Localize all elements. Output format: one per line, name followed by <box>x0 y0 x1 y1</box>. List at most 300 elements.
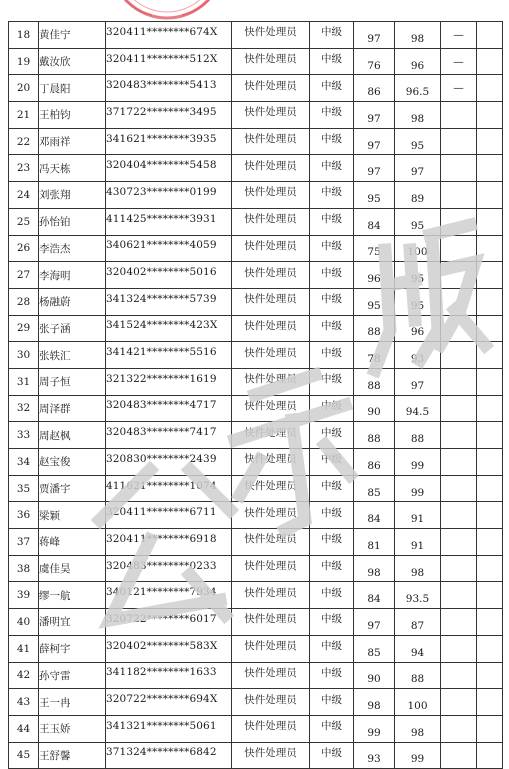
table-row <box>9 689 503 716</box>
id-number-text: 320402********5016 <box>106 266 217 279</box>
row-number <box>9 155 39 182</box>
job-title-text: 快件处理员 <box>244 346 297 359</box>
row-number-text: 22 <box>16 135 31 148</box>
level-text: 中级 <box>321 746 342 759</box>
blank-cell <box>477 75 503 102</box>
job-title-text: 快件处理员 <box>244 399 297 412</box>
score-theory <box>354 368 395 395</box>
row-number <box>9 75 39 102</box>
id-number-text: 411621********1074 <box>106 479 217 492</box>
id-number-text: 341524********423X <box>106 319 218 332</box>
score-theory-text: 98 <box>367 700 381 713</box>
level <box>310 75 354 102</box>
job-title-text: 快件处理员 <box>244 586 297 599</box>
job-title <box>232 742 310 769</box>
id-number-text: 340621********4059 <box>106 239 217 252</box>
id-number-text: 341421********5516 <box>106 346 217 359</box>
id-number <box>106 582 232 609</box>
job-title-text: 快件处理员 <box>244 239 297 252</box>
id-number-text: 341321********5061 <box>106 719 217 732</box>
remark-text: — <box>453 82 464 95</box>
candidate-name-text: 周赵枫 <box>39 429 71 442</box>
row-number <box>9 395 39 422</box>
score-practice <box>395 555 441 582</box>
blank-cell <box>477 475 503 502</box>
row-number-text: 19 <box>16 55 31 68</box>
row-number <box>9 582 39 609</box>
id-number <box>106 22 232 49</box>
score-practice-text: 97 <box>410 379 425 392</box>
row-number-text: 24 <box>16 188 31 201</box>
row-number <box>9 555 39 582</box>
level <box>310 128 354 155</box>
score-practice <box>395 635 441 662</box>
candidate-name <box>39 48 106 75</box>
level-text: 中级 <box>321 346 342 359</box>
level-text: 中级 <box>321 266 342 279</box>
score-theory <box>354 689 395 716</box>
blank-cell <box>477 155 503 182</box>
candidate-name-text: 王玉娇 <box>39 723 71 736</box>
job-title <box>232 75 310 102</box>
job-title <box>232 342 310 369</box>
candidate-name-text: 周子恒 <box>39 376 71 389</box>
level <box>310 342 354 369</box>
job-title-text: 快件处理员 <box>244 426 297 439</box>
job-title <box>232 395 310 422</box>
table-row <box>9 315 503 342</box>
score-theory-text: 84 <box>367 593 381 606</box>
id-number <box>106 288 232 315</box>
level <box>310 368 354 395</box>
candidate-name <box>39 75 106 102</box>
job-title-text: 快件处理员 <box>244 720 297 733</box>
job-title <box>232 662 310 689</box>
score-theory <box>354 262 395 289</box>
job-title <box>232 449 310 476</box>
id-number-text: 411425********3931 <box>106 212 217 225</box>
score-practice-text: 98 <box>410 566 425 579</box>
level-text: 中级 <box>321 213 342 226</box>
score-practice <box>395 315 441 342</box>
candidate-name-text: 杨融蔚 <box>39 296 71 309</box>
blank-cell <box>477 128 503 155</box>
score-theory <box>354 315 395 342</box>
row-number <box>9 182 39 209</box>
job-title <box>232 182 310 209</box>
score-theory-text: 90 <box>367 406 381 419</box>
score-practice-text: 96.5 <box>405 86 430 99</box>
score-theory-text: 85 <box>367 646 381 659</box>
level-text: 中级 <box>321 159 342 172</box>
job-title-text: 快件处理员 <box>244 533 297 546</box>
job-title <box>232 208 310 235</box>
candidate-name <box>39 155 106 182</box>
score-practice-text: 99 <box>410 486 425 499</box>
score-practice <box>395 155 441 182</box>
id-number-text: 321322********1619 <box>106 372 217 385</box>
score-theory-text: 97 <box>367 619 381 632</box>
level-text: 中级 <box>321 79 342 92</box>
score-theory <box>354 475 395 502</box>
blank-cell <box>477 182 503 209</box>
score-practice <box>395 22 441 49</box>
blank-cell <box>477 22 503 49</box>
level <box>310 742 354 769</box>
table-row <box>9 342 503 369</box>
row-number <box>9 475 39 502</box>
score-theory-text: 95 <box>367 299 381 312</box>
level <box>310 582 354 609</box>
candidate-name <box>39 715 106 742</box>
id-number-text: 320404********5458 <box>106 159 217 172</box>
job-title <box>232 128 310 155</box>
candidate-name <box>39 368 106 395</box>
row-number-text: 23 <box>16 162 31 175</box>
score-theory-text: 86 <box>367 459 381 472</box>
id-number <box>106 128 232 155</box>
candidate-name <box>39 662 106 689</box>
row-number-text: 37 <box>16 535 31 548</box>
score-practice <box>395 288 441 315</box>
candidate-name <box>39 342 106 369</box>
job-title <box>232 368 310 395</box>
score-theory <box>354 662 395 689</box>
job-title <box>232 609 310 636</box>
candidate-name <box>39 742 106 769</box>
candidate-name-text: 冯天栋 <box>39 162 71 175</box>
id-number-text: 320411********674X <box>106 25 218 38</box>
row-number <box>9 315 39 342</box>
id-number <box>106 155 232 182</box>
score-practice <box>395 102 441 129</box>
row-number <box>9 449 39 476</box>
score-practice <box>395 715 441 742</box>
score-theory-text: 85 <box>367 486 381 499</box>
id-number <box>106 48 232 75</box>
candidate-name-text: 丁晨阳 <box>39 82 71 95</box>
blank-cell <box>477 529 503 556</box>
row-number-text: 28 <box>16 295 31 308</box>
table-row <box>9 155 503 182</box>
row-number-text: 45 <box>16 749 31 762</box>
score-theory <box>354 75 395 102</box>
candidate-name <box>39 555 106 582</box>
table-row <box>9 128 503 155</box>
remark <box>441 715 477 742</box>
remark <box>441 288 477 315</box>
blank-cell <box>477 715 503 742</box>
job-title-text: 快件处理员 <box>244 26 297 39</box>
blank-cell <box>477 315 503 342</box>
id-number <box>106 368 232 395</box>
remark <box>441 582 477 609</box>
blank-cell <box>477 208 503 235</box>
remark <box>441 662 477 689</box>
score-practice <box>395 502 441 529</box>
id-number-text: 340121********7934 <box>106 586 217 599</box>
job-title-text: 快件处理员 <box>244 79 297 92</box>
table-row <box>9 555 503 582</box>
score-practice <box>395 342 441 369</box>
id-number <box>106 182 232 209</box>
job-title <box>232 48 310 75</box>
level-text: 中级 <box>321 186 342 199</box>
score-practice-text: 95 <box>410 299 425 312</box>
row-number <box>9 48 39 75</box>
id-number <box>106 529 232 556</box>
score-practice-text: 100 <box>407 246 428 259</box>
candidate-name <box>39 529 106 556</box>
remark <box>441 315 477 342</box>
level-text: 中级 <box>321 399 342 412</box>
row-number-text: 20 <box>16 82 31 95</box>
job-title-text: 快件处理员 <box>244 506 297 519</box>
candidate-name-text: 贾潘宇 <box>39 483 71 496</box>
id-number <box>106 502 232 529</box>
row-number <box>9 635 39 662</box>
job-title-text: 快件处理员 <box>244 293 297 306</box>
id-number-text: 320483********5413 <box>106 79 217 92</box>
table-row <box>9 395 503 422</box>
blank-cell <box>477 449 503 476</box>
candidate-name <box>39 235 106 262</box>
id-number <box>106 208 232 235</box>
score-theory-text: 84 <box>367 513 381 526</box>
table-row <box>9 288 503 315</box>
table-row <box>9 449 503 476</box>
level <box>310 555 354 582</box>
table-row <box>9 662 503 689</box>
job-title-text: 快件处理员 <box>244 693 297 706</box>
score-theory-text: 99 <box>367 726 381 739</box>
candidate-name-text: 蒋峰 <box>39 536 60 549</box>
job-title <box>232 22 310 49</box>
remark <box>441 529 477 556</box>
score-theory-text: 93 <box>367 753 381 766</box>
job-title-text: 快件处理员 <box>244 640 297 653</box>
score-theory <box>354 582 395 609</box>
id-number-text: 371324********6842 <box>106 746 217 759</box>
id-number-text: 320411********6711 <box>106 506 217 519</box>
row-number-text: 41 <box>16 642 31 655</box>
level <box>310 529 354 556</box>
score-theory-text: 75 <box>367 246 381 259</box>
blank-cell <box>477 555 503 582</box>
blank-cell <box>477 502 503 529</box>
score-theory <box>354 22 395 49</box>
score-practice-text: 95 <box>410 139 425 152</box>
score-theory <box>354 288 395 315</box>
score-theory-text: 88 <box>367 326 381 339</box>
remark-text: — <box>453 55 464 68</box>
id-number <box>106 609 232 636</box>
candidate-name-text: 黄佳宁 <box>39 29 71 42</box>
id-number-text: 320411********512X <box>106 52 218 65</box>
level <box>310 155 354 182</box>
row-number-text: 43 <box>16 696 31 709</box>
id-number-text: 320483********4717 <box>106 399 217 412</box>
id-number-text: 320830********2439 <box>106 452 217 465</box>
row-number <box>9 235 39 262</box>
remark <box>441 609 477 636</box>
row-number <box>9 742 39 769</box>
candidate-name <box>39 182 106 209</box>
table-row <box>9 182 503 209</box>
remark <box>441 422 477 449</box>
row-number <box>9 715 39 742</box>
level <box>310 475 354 502</box>
score-practice-text: 93.5 <box>405 593 430 606</box>
score-theory <box>354 529 395 556</box>
job-title <box>232 555 310 582</box>
row-number-text: 36 <box>16 509 31 522</box>
id-number-text: 320483********0233 <box>106 559 217 572</box>
job-title <box>232 715 310 742</box>
level <box>310 102 354 129</box>
job-title <box>232 689 310 716</box>
score-practice-text: 94 <box>410 646 425 659</box>
table-body <box>9 22 503 769</box>
candidate-name-text: 李浩杰 <box>39 242 71 255</box>
job-title <box>232 475 310 502</box>
score-practice <box>395 689 441 716</box>
level-text: 中级 <box>321 106 342 119</box>
level <box>310 422 354 449</box>
level-text: 中级 <box>321 319 342 332</box>
row-number <box>9 609 39 636</box>
id-number <box>106 689 232 716</box>
level-text: 中级 <box>321 53 342 66</box>
id-number <box>106 75 232 102</box>
job-title-text: 快件处理员 <box>244 213 297 226</box>
score-practice <box>395 182 441 209</box>
score-practice-text: 98 <box>410 726 425 739</box>
score-theory-text: 96 <box>367 273 381 286</box>
level-text: 中级 <box>321 426 342 439</box>
row-number-text: 30 <box>16 349 31 362</box>
id-number <box>106 662 232 689</box>
blank-cell <box>477 582 503 609</box>
score-practice-text: 96 <box>410 326 425 339</box>
score-theory <box>354 635 395 662</box>
remark <box>441 48 477 75</box>
level-text: 中级 <box>321 533 342 546</box>
remark <box>441 155 477 182</box>
score-theory <box>354 609 395 636</box>
level <box>310 635 354 662</box>
remark <box>441 689 477 716</box>
score-practice <box>395 368 441 395</box>
id-number <box>106 102 232 129</box>
score-theory-text: 95 <box>367 192 381 205</box>
score-theory <box>354 155 395 182</box>
candidate-name <box>39 315 106 342</box>
score-theory <box>354 715 395 742</box>
score-theory <box>354 742 395 769</box>
score-practice <box>395 662 441 689</box>
row-number-text: 34 <box>16 455 31 468</box>
remark <box>441 475 477 502</box>
row-number-text: 21 <box>16 108 31 121</box>
level <box>310 395 354 422</box>
remark <box>441 75 477 102</box>
level <box>310 449 354 476</box>
score-theory <box>354 342 395 369</box>
score-practice-text: 95 <box>410 219 425 232</box>
id-number <box>106 395 232 422</box>
level <box>310 182 354 209</box>
candidate-name <box>39 502 106 529</box>
candidate-name <box>39 582 106 609</box>
id-number-text: 320411********6918 <box>106 532 217 545</box>
score-practice-text: 96 <box>410 59 425 72</box>
candidate-name-text: 张子涵 <box>39 322 71 335</box>
row-number-text: 25 <box>16 215 31 228</box>
score-practice <box>395 422 441 449</box>
candidate-name-text: 孙守雷 <box>39 669 71 682</box>
candidate-name-text: 虞佳昊 <box>39 563 71 576</box>
row-number <box>9 102 39 129</box>
row-number <box>9 689 39 716</box>
score-practice-text: 95 <box>410 273 425 286</box>
candidate-name-text: 李海明 <box>39 269 71 282</box>
table-row <box>9 635 503 662</box>
row-number <box>9 368 39 395</box>
candidate-name-text: 潘明宜 <box>39 616 71 629</box>
candidate-name <box>39 635 106 662</box>
id-number <box>106 422 232 449</box>
score-practice <box>395 449 441 476</box>
remark <box>441 742 477 769</box>
table-row <box>9 22 503 49</box>
level <box>310 662 354 689</box>
red-seal-stamp <box>107 0 227 22</box>
score-practice <box>395 128 441 155</box>
job-title-text: 快件处理员 <box>244 266 297 279</box>
score-theory <box>354 555 395 582</box>
candidate-name <box>39 102 106 129</box>
score-practice-text: 98 <box>410 112 425 125</box>
job-title-text: 快件处理员 <box>244 666 297 679</box>
job-title <box>232 155 310 182</box>
level-text: 中级 <box>321 640 342 653</box>
row-number <box>9 22 39 49</box>
job-title <box>232 262 310 289</box>
score-theory <box>354 395 395 422</box>
level <box>310 502 354 529</box>
job-title-text: 快件处理员 <box>244 613 297 626</box>
score-practice <box>395 395 441 422</box>
candidate-name-text: 薛柯宇 <box>39 643 71 656</box>
table-row <box>9 475 503 502</box>
job-title-text: 快件处理员 <box>244 159 297 172</box>
job-title-text: 快件处理员 <box>244 480 297 493</box>
id-number-text: 341182********1633 <box>106 666 217 679</box>
blank-cell <box>477 48 503 75</box>
row-number-text: 42 <box>16 669 31 682</box>
score-theory-text: 97 <box>367 166 381 179</box>
table-row <box>9 742 503 769</box>
blank-cell <box>477 662 503 689</box>
score-practice-text: 88 <box>410 673 425 686</box>
row-number-text: 31 <box>16 375 31 388</box>
candidate-name <box>39 262 106 289</box>
blank-cell <box>477 395 503 422</box>
score-theory-text: 97 <box>367 112 381 125</box>
job-title <box>232 529 310 556</box>
score-practice <box>395 475 441 502</box>
